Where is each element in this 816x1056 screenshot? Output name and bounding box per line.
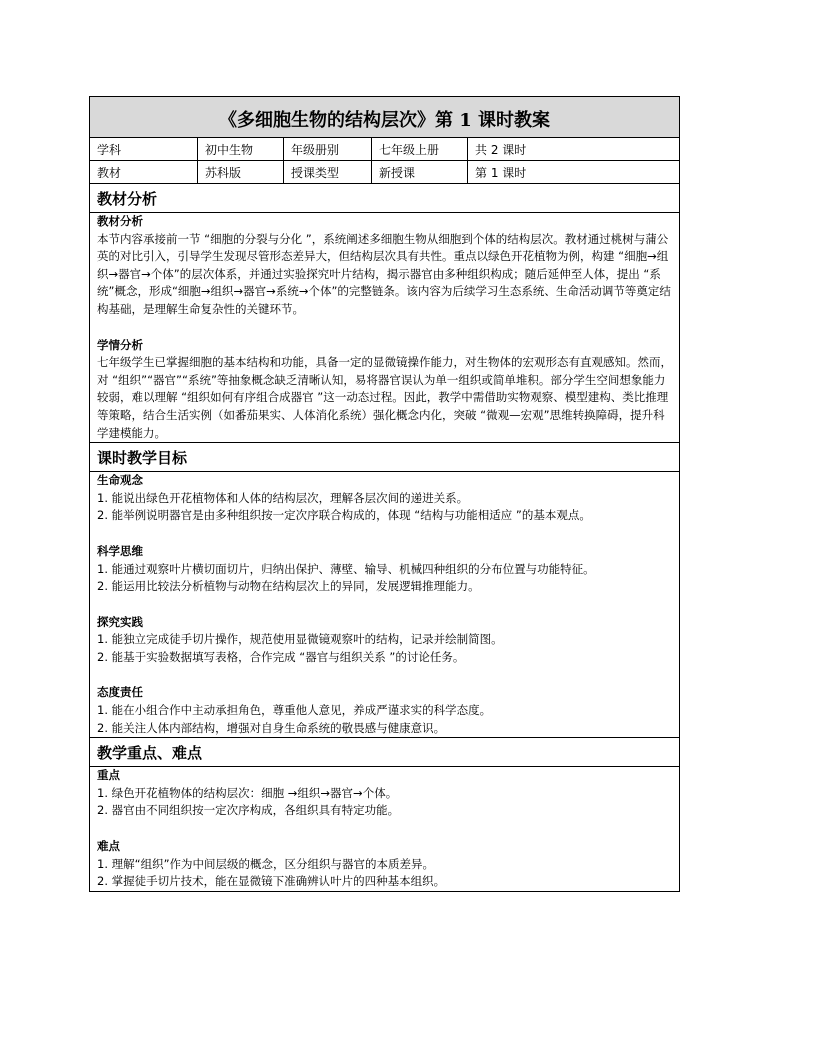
list-item: 1. 绿色开花植物体的结构层次：细胞 →组织→器官→个体。 [97,785,398,800]
lesson-plan-document [89,96,679,892]
subsection-title: 教材分析 [97,214,143,228]
subsection-title: 科学思维 [97,543,143,558]
info-row-2 [90,161,680,184]
list-item: 2. 能举例说明器官是由多种组织按一定次序联合构成的，体现 “结构与功能相适应 ”的基本观点。 [97,508,591,523]
list-item: 2. 能关注人体内部结构，增强对自身生命系统的敬畏感与健康意识。 [97,720,446,735]
paragraph: 七年级学生已掌握细胞的基本结构和功能，具备一定的显微镜操作能力，对生物体的宏观形态有直观感知。然而，对 “组织”“器官”“系统”等抽象概念缺乏清晰认知，易将器官误认为单一组织或简单堆积。部分学生空间想象能力较弱，难以理解 “组织如何有序组合成器官 ”这一动态过程。因此，教学中需借助实物观察、模型建构、类比推理等策略，结合生活实例（如番茄果实、人体消化系统）强化概念内化，突破 “微观—宏观”思维转换障碍，提升科学建模能力。 [97,355,672,440]
list-item: 1. 能说出绿色开花植物体和人体的结构层次，理解各层次间的递进关系。 [97,490,469,505]
list-item: 1. 理解“组织”作为中间层级的概念，区分组织与器官的本质差异。 [97,856,435,871]
subsection-title: 难点 [97,839,120,854]
info-cell: 七年级上册 [372,138,468,161]
subsection-title: 生命观念 [97,473,143,488]
lesson-plan-table [89,96,680,892]
list-item: 1. 能独立完成徒手切片操作，规范使用显微镜观察叶的结构，记录并绘制简图。 [97,632,503,647]
paragraph: 本节内容承接前一节 “细胞的分裂与分化 ”，系统阐述多细胞生物从细胞到个体的结构层次。教材通过桃树与蒲公英的对比引入，引导学生发现尽管形态差异大，但结构层次具有共性。重点以绿色开花植物为例，构建 “细胞→组织→器官→个体”的层次体系，并通过实验探究叶片结构，揭示器官由多种组织构成；随后延伸至人体，提出 “系统”概念，形成“细胞→组织→器官→系统→个体”的完整链条。该内容为后续学习生态系统、生命活动调节等奠定结构基础，是理解生命复杂性的关键环节。 [97,231,671,316]
info-cell: 苏科版 [198,161,284,184]
section-body-key-points [90,767,680,892]
subsection-title: 态度责任 [97,685,143,700]
list-item: 1. 能在小组合作中主动承担角色，尊重他人意见，养成严谨求实的科学态度。 [97,703,492,718]
list-item: 2. 掌握徒手切片技术，能在显微镜下准确辨认叶片的四种基本组织。 [97,874,446,889]
list-item: 1. 能通过观察叶片横切面切片，归纳出保护、薄壁、输导、机械四种组织的分布位置与功能特征。 [97,561,595,576]
list-item: 2. 能基于实验数据填写表格，合作完成 “器官与组织关系 ”的讨论任务。 [97,649,465,664]
info-cell: 学科 [90,138,198,161]
document-title: 《多细胞生物的结构层次》第 1 课时教案 [90,97,680,138]
section-heading-key-points: 教学重点、难点 [90,738,680,767]
subsection-title: 学情分析 [97,337,143,352]
info-cell: 共 2 课时 [468,138,680,161]
info-row-1 [90,138,680,161]
subsection-title: 重点 [97,768,120,783]
subsection-title: 探究实践 [97,614,143,629]
info-cell: 初中生物 [198,138,284,161]
list-item: 2. 器官由不同组织按一定次序构成，各组织具有特定功能。 [97,803,400,818]
info-cell: 授课类型 [284,161,372,184]
info-cell: 年级册别 [284,138,372,161]
section-heading-goals: 课时教学目标 [90,443,680,472]
info-cell: 第 1 课时 [468,161,680,184]
section-heading-analysis: 教材分析 [90,184,680,213]
info-cell: 教材 [90,161,198,184]
section-body-analysis [90,213,680,443]
section-body-goals [90,472,680,738]
info-cell: 新授课 [372,161,468,184]
list-item: 2. 能运用比较法分析植物与动物在结构层次上的异同，发展逻辑推理能力。 [97,579,480,594]
